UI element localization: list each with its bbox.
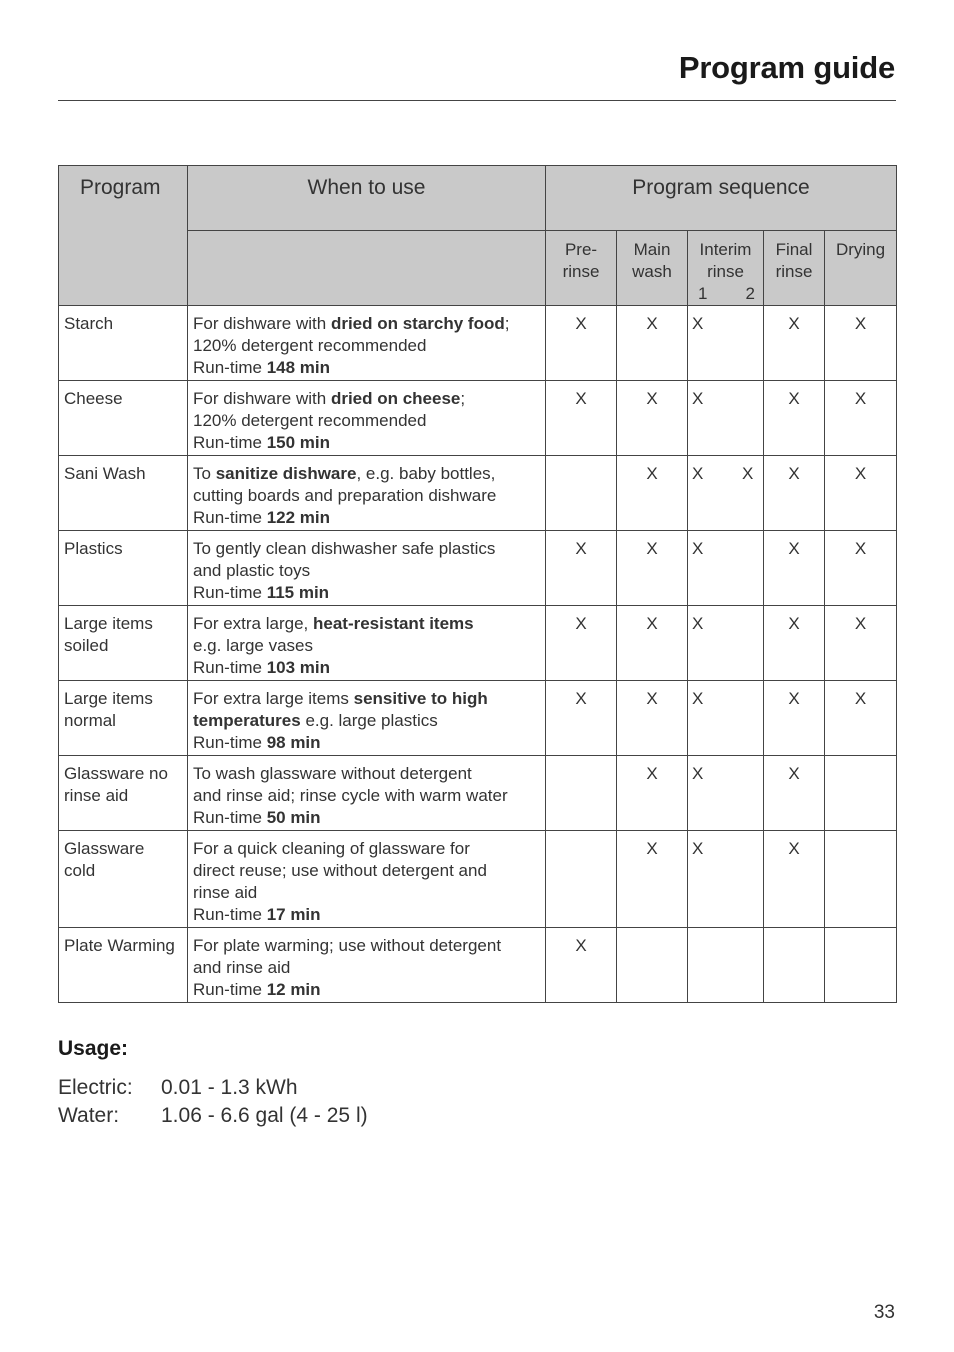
prerinse-mark xyxy=(546,831,617,928)
table-row xyxy=(59,928,897,1003)
main-wash-mark: X xyxy=(617,606,688,681)
main-wash-mark xyxy=(617,928,688,1003)
drying-mark xyxy=(825,928,897,1003)
header-when-blank xyxy=(188,231,546,306)
table-row xyxy=(59,606,897,681)
table-row xyxy=(59,531,897,606)
when-text: 120% detergent recommended xyxy=(193,411,427,430)
header-main-wash-label: Main wash xyxy=(632,240,672,281)
when-text: For extra large, xyxy=(193,614,313,633)
usage-water xyxy=(58,1104,368,1128)
prerinse-mark: X xyxy=(546,606,617,681)
when-to-use xyxy=(188,456,546,531)
when-text: cutting boards and preparation dishware xyxy=(193,486,497,505)
when-text: ; xyxy=(504,314,510,333)
header-interim-label: Interim rinse xyxy=(699,240,752,281)
header-interim-1: 1 xyxy=(698,284,708,303)
header-drying-label: Drying xyxy=(835,240,886,259)
electric-value: 0.01 - 1.3 kWh xyxy=(161,1076,298,1099)
when-text: and plastic toys xyxy=(193,561,311,580)
runtime-label: Run-time xyxy=(193,658,267,677)
interim-1-mark: X xyxy=(692,689,704,708)
drying-mark xyxy=(825,831,897,928)
final-rinse-mark: X xyxy=(764,306,825,381)
final-rinse-mark xyxy=(764,928,825,1003)
runtime-label: Run-time xyxy=(193,905,267,924)
runtime-label: Run-time xyxy=(193,583,267,602)
header-final-rinse xyxy=(764,231,825,306)
drying-mark: X xyxy=(825,456,897,531)
when-text: and rinse aid; rinse cycle with warm water xyxy=(193,786,508,805)
prerinse-mark: X xyxy=(546,531,617,606)
table-row xyxy=(59,756,897,831)
table-row xyxy=(59,831,897,928)
prerinse-mark: X xyxy=(546,928,617,1003)
table-row xyxy=(59,456,897,531)
water-value: 1.06 - 6.6 gal (4 - 25 l) xyxy=(161,1104,368,1127)
runtime-label: Run-time xyxy=(193,358,267,377)
main-wash-mark: X xyxy=(617,681,688,756)
drying-mark: X xyxy=(825,306,897,381)
interim-1-mark: X xyxy=(692,464,704,483)
when-text: For a quick cleaning of glassware for xyxy=(193,839,470,858)
final-rinse-mark: X xyxy=(764,756,825,831)
runtime-value: 103 min xyxy=(266,658,330,677)
header-program-sequence: Program sequence xyxy=(546,166,897,231)
runtime-value: 98 min xyxy=(266,733,321,752)
header-prerinse xyxy=(546,231,617,306)
drying-mark: X xyxy=(825,681,897,756)
interim-rinse-cell xyxy=(688,531,764,606)
interim-1-mark: X xyxy=(692,839,704,858)
header-main-wash xyxy=(617,231,688,306)
program-guide-table xyxy=(58,165,897,1003)
when-text: For dishware with xyxy=(193,389,331,408)
prerinse-mark xyxy=(546,456,617,531)
when-bold: dried on cheese xyxy=(330,389,461,408)
main-wash-mark: X xyxy=(617,756,688,831)
prerinse-mark: X xyxy=(546,681,617,756)
interim-rinse-cell xyxy=(688,928,764,1003)
interim-rinse-cell xyxy=(688,606,764,681)
interim-rinse-cell xyxy=(688,681,764,756)
interim-rinse-cell xyxy=(688,381,764,456)
runtime-label: Run-time xyxy=(193,980,267,999)
runtime-label: Run-time xyxy=(193,733,267,752)
runtime-value: 12 min xyxy=(266,980,321,999)
program-name: Glassware cold xyxy=(59,831,188,928)
drying-mark xyxy=(825,756,897,831)
when-text: , e.g. baby bottles, xyxy=(356,464,496,483)
runtime-label: Run-time xyxy=(193,433,267,452)
final-rinse-mark: X xyxy=(764,681,825,756)
header-drying xyxy=(825,231,897,306)
main-wash-mark: X xyxy=(617,531,688,606)
program-name: Large items normal xyxy=(59,681,188,756)
prerinse-mark: X xyxy=(546,381,617,456)
program-name: Plate Warming xyxy=(59,928,188,1003)
when-bold: heat-resistant items xyxy=(313,614,474,633)
table-row xyxy=(59,381,897,456)
program-name: Sani Wash xyxy=(59,456,188,531)
main-wash-mark: X xyxy=(617,831,688,928)
main-wash-mark: X xyxy=(617,456,688,531)
when-to-use xyxy=(188,831,546,928)
when-bold: sanitize dishware xyxy=(215,464,357,483)
interim-rinse-cell xyxy=(688,831,764,928)
program-name: Glassware no rinse aid xyxy=(59,756,188,831)
when-text: e.g. large vases xyxy=(193,636,314,655)
prerinse-mark xyxy=(546,756,617,831)
main-wash-mark: X xyxy=(617,306,688,381)
program-name: Starch xyxy=(59,306,188,381)
final-rinse-mark: X xyxy=(764,456,825,531)
electric-label: Electric: xyxy=(58,1076,133,1099)
interim-rinse-cell xyxy=(688,306,764,381)
main-wash-mark: X xyxy=(617,381,688,456)
interim-1-mark: X xyxy=(692,614,704,633)
when-to-use xyxy=(188,928,546,1003)
when-text: To xyxy=(193,464,216,483)
header-interim-2: 2 xyxy=(745,284,755,303)
when-to-use xyxy=(188,756,546,831)
when-to-use xyxy=(188,606,546,681)
header-final-label: Final rinse xyxy=(775,240,813,281)
when-text: For dishware with xyxy=(193,314,331,333)
page-title: Program guide xyxy=(678,50,895,85)
drying-mark: X xyxy=(825,381,897,456)
header-prerinse-label: Pre- rinse xyxy=(562,240,600,281)
interim-rinse-cell xyxy=(688,756,764,831)
program-name: Large items soiled xyxy=(59,606,188,681)
when-to-use xyxy=(188,381,546,456)
program-name: Plastics xyxy=(59,531,188,606)
when-bold: sensitive to high xyxy=(353,689,488,708)
final-rinse-mark: X xyxy=(764,606,825,681)
interim-1-mark: X xyxy=(692,764,704,783)
runtime-value: 150 min xyxy=(266,433,330,452)
title-divider xyxy=(58,100,896,101)
runtime-value: 115 min xyxy=(266,583,330,602)
runtime-value: 50 min xyxy=(266,808,321,827)
when-to-use xyxy=(188,681,546,756)
when-text: e.g. large plastics xyxy=(300,711,438,730)
final-rinse-mark: X xyxy=(764,381,825,456)
when-text: For extra large items xyxy=(193,689,354,708)
table-row xyxy=(59,306,897,381)
runtime-value: 122 min xyxy=(266,508,330,527)
interim-rinse-cell xyxy=(688,456,764,531)
runtime-label: Run-time xyxy=(193,508,267,527)
final-rinse-mark: X xyxy=(764,531,825,606)
interim-1-mark: X xyxy=(692,389,704,408)
interim-1-mark: X xyxy=(692,314,704,333)
drying-mark: X xyxy=(825,606,897,681)
water-label: Water: xyxy=(58,1104,120,1127)
when-text: 120% detergent recommended xyxy=(193,336,427,355)
when-text: ; xyxy=(460,389,466,408)
when-text: For plate warming; use without detergent xyxy=(193,936,502,955)
header-program: Program xyxy=(59,166,188,306)
when-bold: temperatures xyxy=(193,711,301,730)
runtime-value: 148 min xyxy=(266,358,330,377)
runtime-value: 17 min xyxy=(266,905,321,924)
page-number: 33 xyxy=(873,1302,895,1323)
program-name: Cheese xyxy=(59,381,188,456)
when-text: direct reuse; use without detergent and rinse aid xyxy=(193,861,487,902)
prerinse-mark: X xyxy=(546,306,617,381)
usage-electric xyxy=(58,1076,298,1100)
when-text: and rinse aid xyxy=(193,958,291,977)
usage-heading: Usage: xyxy=(58,1037,129,1060)
when-text: To gently clean dishwasher safe plastics xyxy=(193,539,496,558)
drying-mark: X xyxy=(825,531,897,606)
when-to-use xyxy=(188,531,546,606)
when-bold: dried on starchy food xyxy=(330,314,505,333)
header-when-to-use: When to use xyxy=(188,166,546,231)
header-interim-rinse xyxy=(688,231,764,306)
final-rinse-mark: X xyxy=(764,831,825,928)
interim-1-mark: X xyxy=(692,539,704,558)
runtime-label: Run-time xyxy=(193,808,267,827)
when-to-use xyxy=(188,306,546,381)
interim-2-mark: X xyxy=(742,464,754,483)
table-row xyxy=(59,681,897,756)
when-text: To wash glassware without detergent xyxy=(193,764,472,783)
